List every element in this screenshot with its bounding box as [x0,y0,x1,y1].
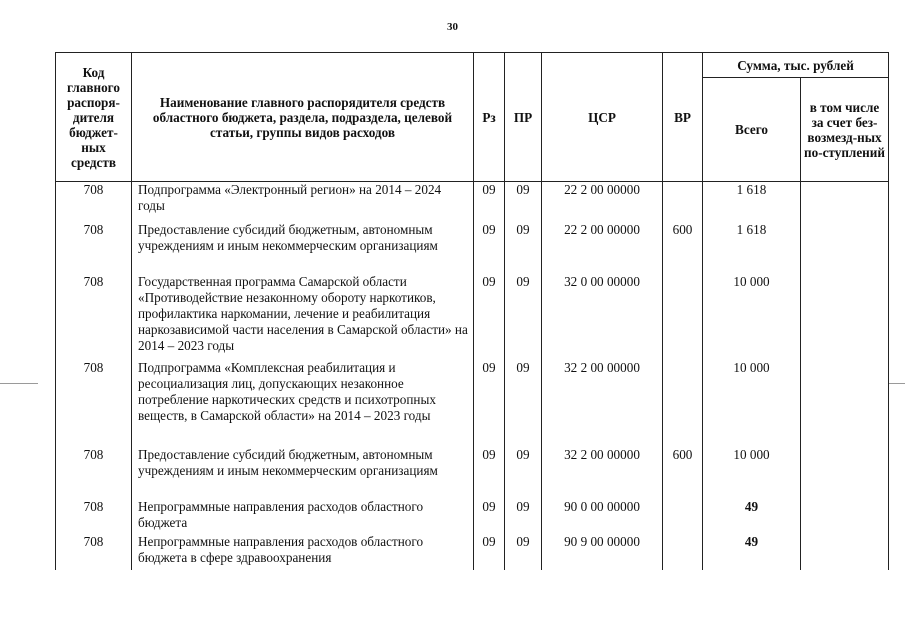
row-rz: 09 [474,182,505,222]
row-vr [663,534,703,570]
row-pr: 09 [505,182,542,222]
row-rz: 09 [474,222,505,274]
row-incl [801,447,889,499]
row-total: 10 000 [703,274,801,360]
row-vr [663,360,703,447]
row-rz: 09 [474,274,505,360]
scan-artifact-line-right [888,383,905,384]
row-total: 49 [703,499,801,534]
scan-artifact-line-left [0,383,38,384]
row-vr [663,274,703,360]
row-name: Непрограммные направления расходов областного бюджета [132,499,474,534]
row-pr: 09 [505,534,542,570]
row-code: 708 [56,182,132,222]
row-code: 708 [56,534,132,570]
row-pr: 09 [505,274,542,360]
row-code: 708 [56,447,132,499]
header-rz: Рз [474,53,505,182]
row-rz: 09 [474,499,505,534]
row-csr: 22 2 00 00000 [542,182,663,222]
row-name: Подпрограмма «Комплексная реабилитация и ресоциализация лиц, допускающих незаконное потребление наркотических средств и психотропных веществ, в Самарской области» на 2014 – 2023 годы [132,360,474,447]
header-incl: в том числе за счет без-возмезд-ных по-ступлений [801,78,889,182]
row-code: 708 [56,274,132,360]
row-code: 708 [56,360,132,447]
row-pr: 09 [505,222,542,274]
row-rz: 09 [474,447,505,499]
row-rz: 09 [474,360,505,447]
header-name: Наименование главного распорядителя средств областного бюджета, раздела, подраздела, целевой статьи, группы видов расходов [132,53,474,182]
row-vr: 600 [663,222,703,274]
row-incl [801,499,889,534]
header-total: Всего [703,78,801,182]
budget-table [55,52,889,570]
row-incl [801,360,889,447]
row-vr [663,499,703,534]
row-name: Непрограммные направления расходов областного бюджета в сфере здравоохранения [132,534,474,570]
table-row [56,360,889,447]
header-code: Код главного распоря-дителя бюджет-ных средств [56,53,132,182]
row-total: 1 618 [703,222,801,274]
row-csr: 22 2 00 00000 [542,222,663,274]
row-name: Предоставление субсидий бюджетным, автономным учреждениям и иным некоммерческим организациям [132,447,474,499]
row-name: Государственная программа Самарской области «Противодействие незаконному обороту наркотиков, профилактика наркомании, лечение и реабилитация наркозависимой части населения в Самарской области» на 2014 – 2023 годы [132,274,474,360]
row-code: 708 [56,499,132,534]
table-row [56,182,889,222]
row-csr: 90 9 00 00000 [542,534,663,570]
row-total: 10 000 [703,360,801,447]
row-vr: 600 [663,447,703,499]
table-row [56,447,889,499]
row-total: 10 000 [703,447,801,499]
header-vr: ВР [663,53,703,182]
row-csr: 32 2 00 00000 [542,360,663,447]
row-pr: 09 [505,499,542,534]
row-name: Предоставление субсидий бюджетным, автономным учреждениям и иным некоммерческим организациям [132,222,474,274]
header-pr: ПР [505,53,542,182]
row-total: 1 618 [703,182,801,222]
row-pr: 09 [505,360,542,447]
row-vr [663,182,703,222]
row-rz: 09 [474,534,505,570]
row-csr: 90 0 00 00000 [542,499,663,534]
table-row [56,274,889,360]
row-incl [801,182,889,222]
row-incl [801,274,889,360]
row-name: Подпрограмма «Электронный регион» на 2014 – 2024 годы [132,182,474,222]
row-csr: 32 0 00 00000 [542,274,663,360]
row-incl [801,222,889,274]
table-row [56,222,889,274]
row-pr: 09 [505,447,542,499]
header-sum-group: Сумма, тыс. рублей [703,53,889,78]
header-csr: ЦСР [542,53,663,182]
table-row [56,534,889,570]
row-total: 49 [703,534,801,570]
row-code: 708 [56,222,132,274]
page-number: 30 [447,21,458,33]
table-row [56,499,889,534]
row-incl [801,534,889,570]
row-csr: 32 2 00 00000 [542,447,663,499]
